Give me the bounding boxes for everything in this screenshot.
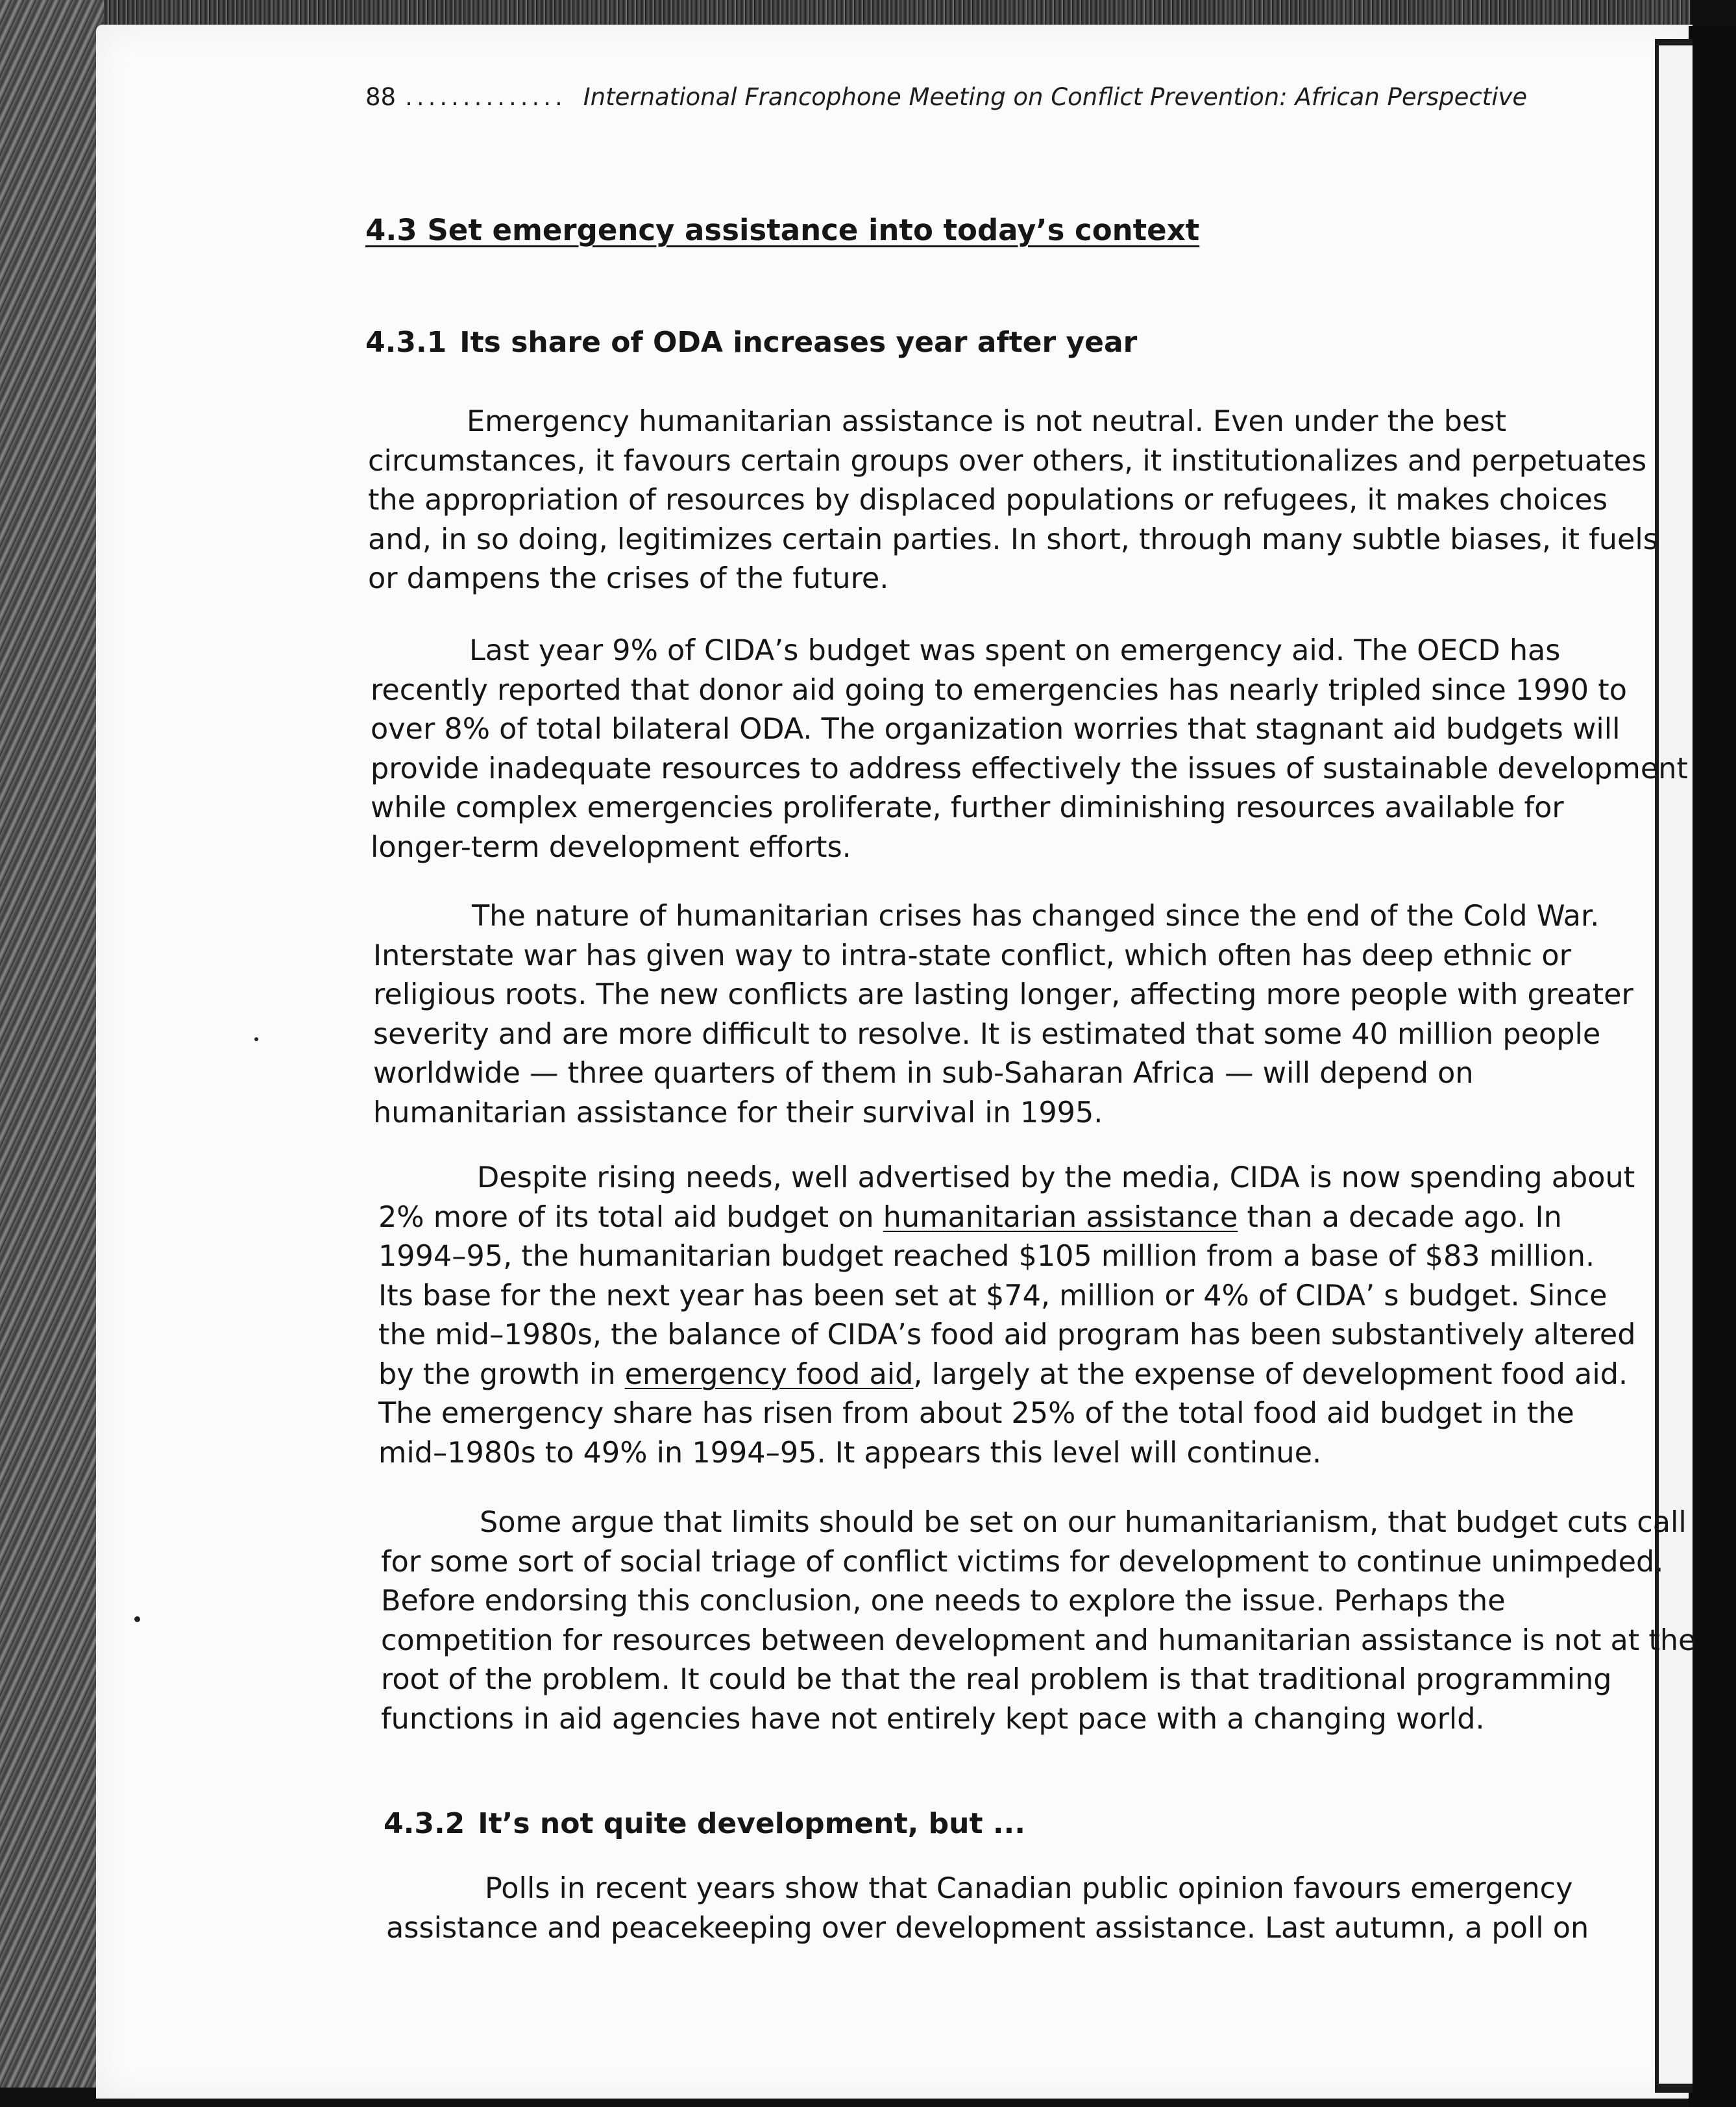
running-header [365, 83, 1618, 111]
paragraph-line: Before endorsing this conclusion, one needs to explore the issue. Perhaps the [381, 1584, 1506, 1618]
subsection-title: Its share of ODA increases year after year [459, 326, 1138, 359]
subsection-number: 4.3.2 [384, 1807, 465, 1840]
paragraph-line: The nature of humanitarian crises has changed since the end of the Cold War. [472, 900, 1600, 933]
publication-title: International Francophone Meeting on Conflict Prevention: African Perspective [583, 83, 1528, 111]
scan-speck [254, 1037, 258, 1041]
paragraph-line: The emergency share has risen from about 25% of the total food aid budget in the [378, 1397, 1574, 1430]
book-binding [1655, 39, 1693, 2093]
paragraph-line [378, 1198, 1636, 1238]
paragraph-1 [368, 402, 1658, 599]
paragraph-line: Emergency humanitarian assistance is not neutral. Even under the best [467, 405, 1507, 438]
paragraph-line: Interstate war has given way to intra-state conflict, which often has deep ethnic or [373, 939, 1571, 972]
paragraph-line: or dampens the crises of the future. [368, 562, 889, 595]
paragraph-line: functions in aid agencies have not entirely kept pace with a changing world. [381, 1702, 1485, 1736]
paragraph-line: over 8% of total bilateral ODA. The organization worries that stagnant aid budgets will [371, 713, 1620, 746]
paragraph-2 [371, 632, 1688, 867]
page-number: 88 [365, 83, 397, 111]
subsection-heading-4-3-2 [384, 1807, 1025, 1840]
subsection-heading-4-3-1 [365, 326, 1137, 359]
paragraph-5 [381, 1503, 1696, 1739]
paragraph-line: the mid–1980s, the balance of CIDA’s food aid program has been substantively altered [378, 1318, 1636, 1351]
paragraph-line: assistance and peacekeeping over development assistance. Last autumn, a poll on [386, 1911, 1589, 1945]
scan-border-left [0, 0, 104, 2107]
scan-speck [134, 1616, 140, 1622]
subsection-title: It’s not quite development, but ... [478, 1807, 1025, 1840]
text-run: 2% more of its total aid budget on [378, 1200, 883, 1234]
paragraph-line [378, 1355, 1636, 1395]
text-run: , largely at the expense of development food aid. [913, 1357, 1628, 1391]
paragraph-line: the appropriation of resources by displaced populations or refugees, it makes choices [368, 484, 1608, 517]
paragraph-line: circumstances, it favours certain groups over others, it institutionalizes and perpetuates [368, 444, 1647, 478]
paragraph-line: severity and are more difficult to resolve. It is estimated that some 40 million people [373, 1017, 1601, 1051]
paragraph-line: recently reported that donor aid going to emergencies has nearly tripled since 1990 to [371, 673, 1627, 707]
paragraph-3 [373, 897, 1633, 1133]
paragraph-line: provide inadequate resources to address effectively the issues of sustainable development [371, 752, 1688, 785]
paragraph-line: mid–1980s to 49% in 1994–95. It appears this level will continue. [378, 1436, 1322, 1470]
paragraph-line: while complex emergencies proliferate, further diminishing resources available for [371, 791, 1564, 824]
subsection-number: 4.3.1 [365, 326, 447, 359]
scan-border-top [0, 0, 1736, 26]
paragraph-line: Polls in recent years show that Canadian public opinion favours emergency [485, 1872, 1573, 1905]
paragraph-line: competition for resources between development and humanitarian assistance is not at the [381, 1623, 1696, 1657]
paragraph-6 [386, 1869, 1589, 1948]
paragraph-line: for some sort of social triage of conflict victims for development to continue unimpeded. [381, 1545, 1664, 1579]
paragraph-line: Despite rising needs, well advertised by the media, CIDA is now spending about [477, 1161, 1635, 1194]
paragraph-line: Its base for the next year has been set at $74, million or 4% of CIDA’ s budget. Since [378, 1279, 1608, 1312]
paragraph-line: and, in so doing, legitimizes certain parties. In short, through many subtle biases, it fuels [368, 523, 1658, 556]
paragraph-line: religious roots. The new conflicts are lasting longer, affecting more people with greater [373, 978, 1633, 1011]
underlined-term-emergency-food-aid: emergency food aid [624, 1357, 914, 1391]
header-leader-dots: .............. [405, 83, 567, 111]
paragraph-line: longer-term development efforts. [371, 830, 851, 864]
paragraph-line: Some argue that limits should be set on our humanitarianism, that budget cuts call [480, 1506, 1687, 1539]
paragraph-line: Last year 9% of CIDA’s budget was spent on emergency aid. The OECD has [469, 634, 1561, 667]
underlined-term-humanitarian-assistance: humanitarian assistance [883, 1200, 1238, 1234]
paragraph-line: worldwide — three quarters of them in sub-Saharan Africa — will depend on [373, 1057, 1474, 1090]
paragraph-line: humanitarian assistance for their survival in 1995. [373, 1096, 1103, 1129]
text-run: by the growth in [378, 1357, 625, 1391]
text-run: than a decade ago. In [1238, 1200, 1562, 1234]
paragraph-4 [378, 1159, 1636, 1473]
book-binding-shadow [1689, 26, 1736, 2107]
paragraph-line: 1994–95, the humanitarian budget reached $105 million from a base of $83 million. [378, 1240, 1595, 1273]
paragraph-line: root of the problem. It could be that the real problem is that traditional programming [381, 1663, 1612, 1696]
section-heading: 4.3 Set emergency assistance into today’s context [365, 213, 1200, 247]
